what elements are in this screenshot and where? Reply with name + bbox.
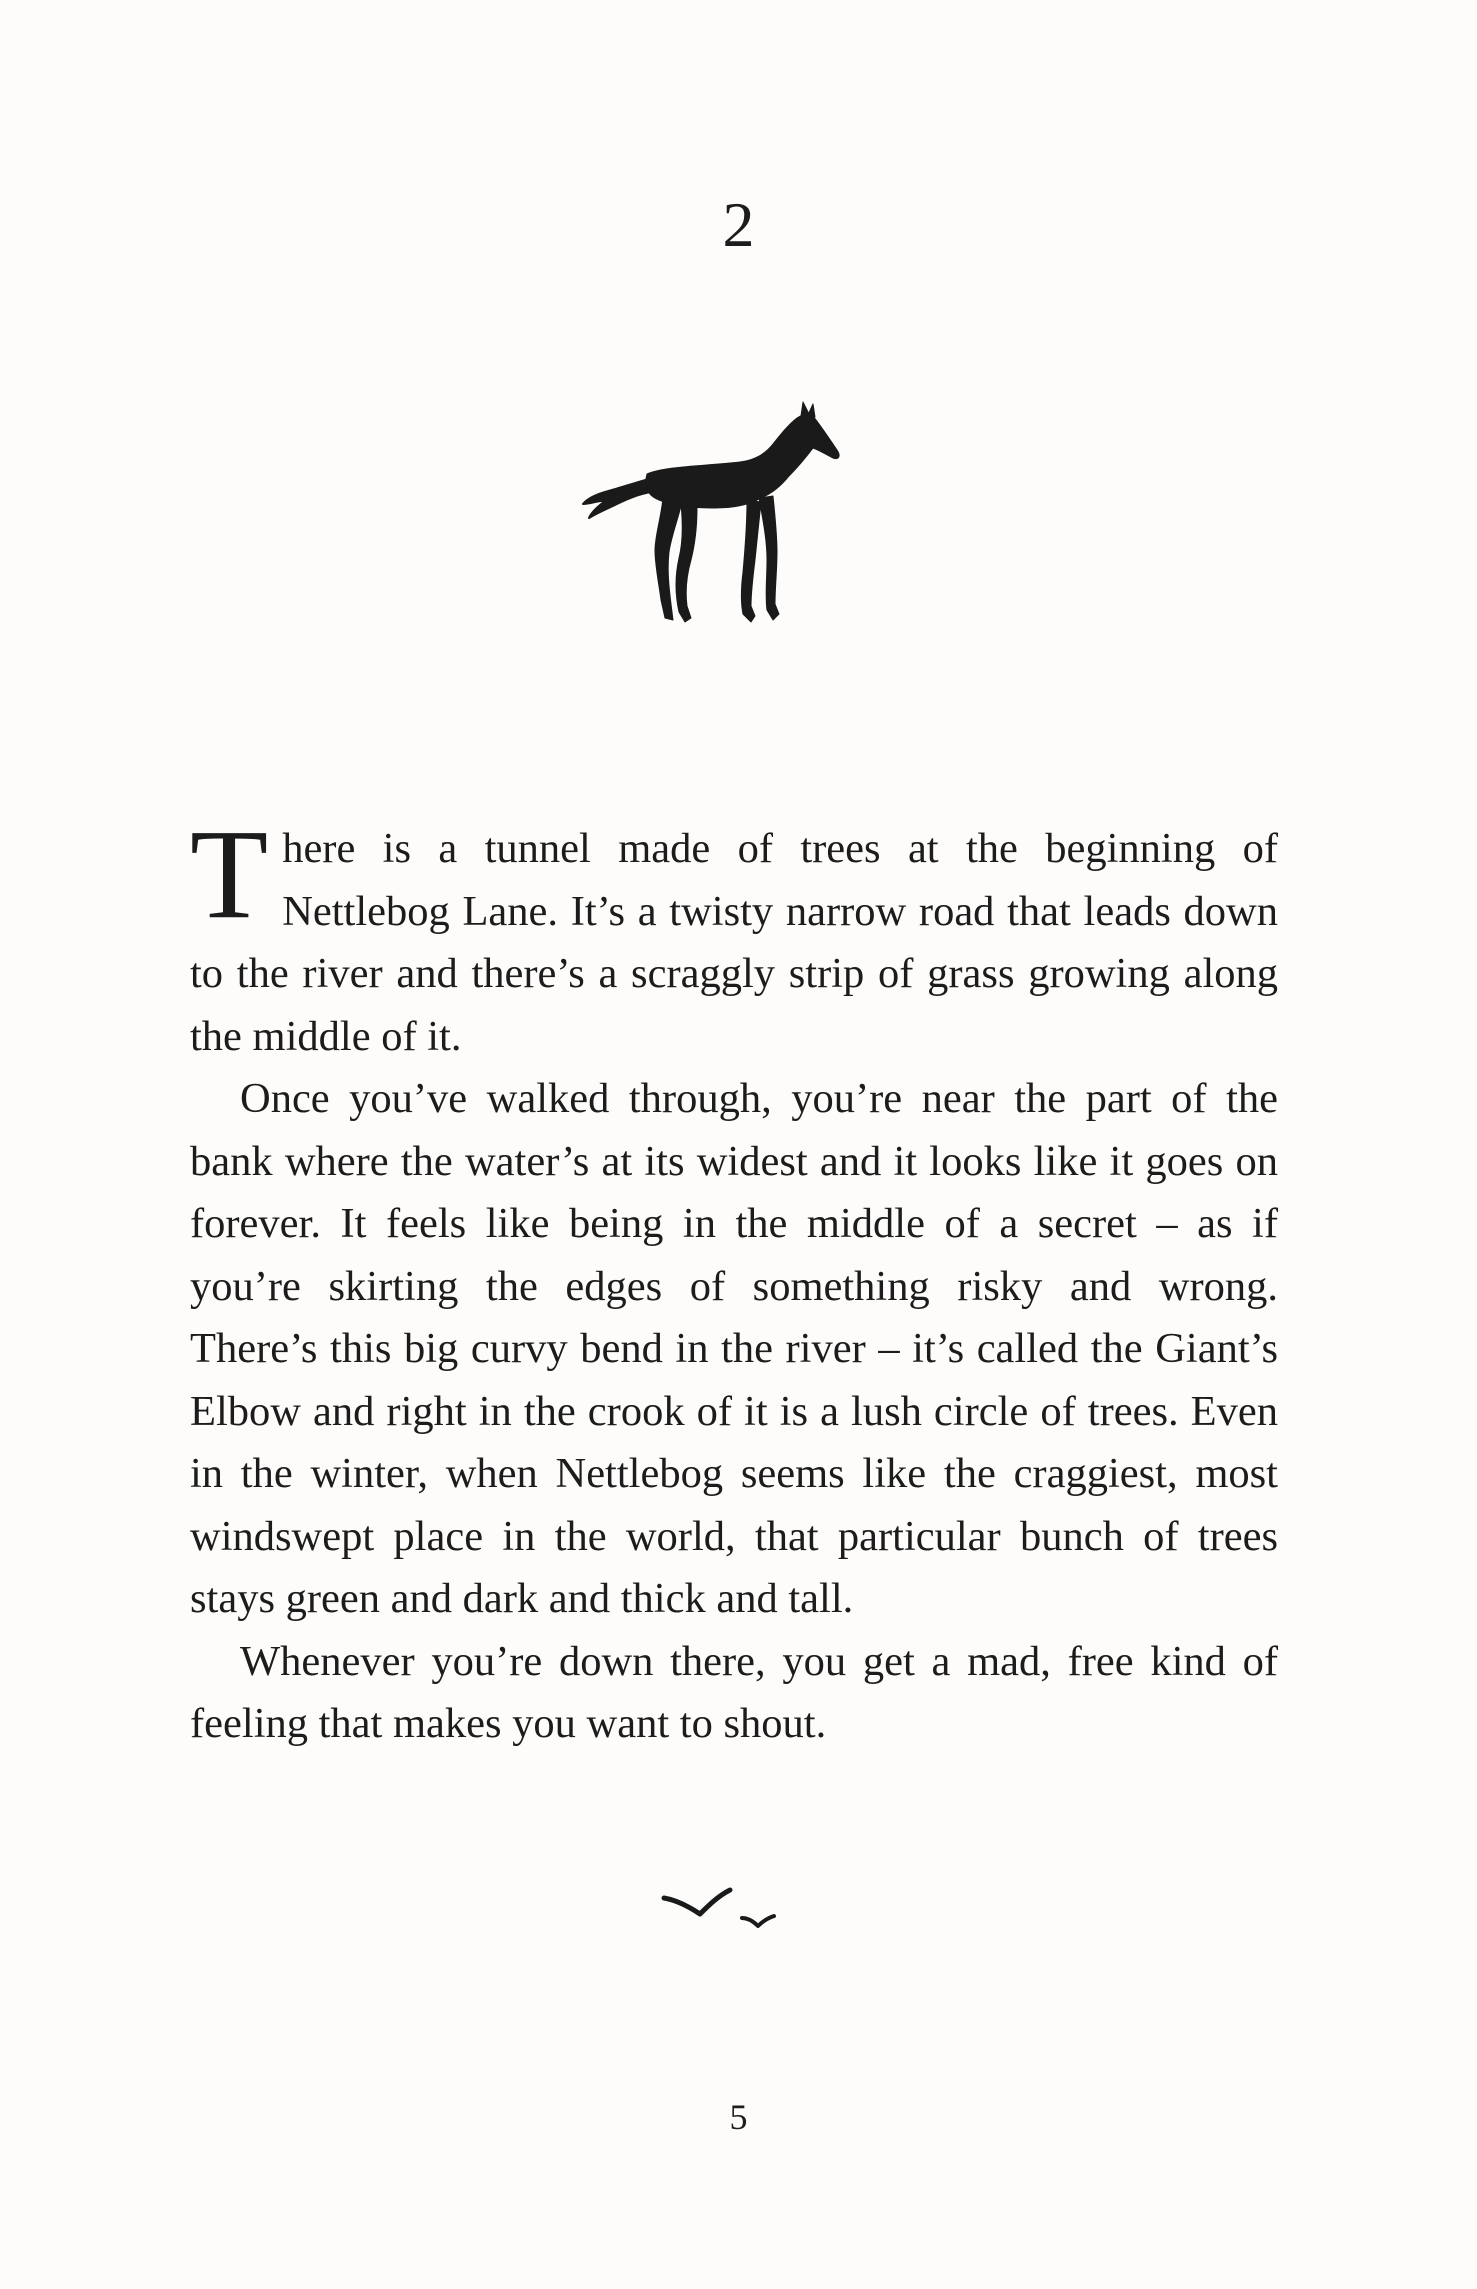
paragraph-2: Once you’ve walked through, you’re near the part of the bank where the water’s at its widest and it looks like it goes on forever. It feels like being in the middle of a secret – as if you’re skirting the edges of something risky and wrong. There’s this big curvy bend in the river – it’s called the Giant’s Elbow and right in the crook of it is a lush circle of trees. Even in the winter, when Nettlebog seems like the craggiest, most windswept place in the world, that particular bunch of trees stays green and dark and thick and tall. [190, 1075, 1278, 1622]
chapter-body [190, 803, 1278, 1756]
page-number: 5 [729, 2097, 748, 2137]
foal-silhouette-icon [575, 400, 855, 635]
birds-ornament-icon [660, 1880, 800, 1940]
drop-cap: T [190, 803, 269, 945]
paragraph-1-text: here is a tunnel made of trees at the beginning of Nettlebog Lane. It’s a twisty narrow road that leads down to the river and there’s a scraggly strip of grass growing along the middle of it. [190, 825, 1278, 1060]
chapter-number: 2 [722, 189, 755, 260]
paragraph-1 [190, 803, 1278, 1068]
paragraph-3: Whenever you’re down there, you get a mad, free kind of feeling that makes you want to shout. [190, 1637, 1278, 1747]
